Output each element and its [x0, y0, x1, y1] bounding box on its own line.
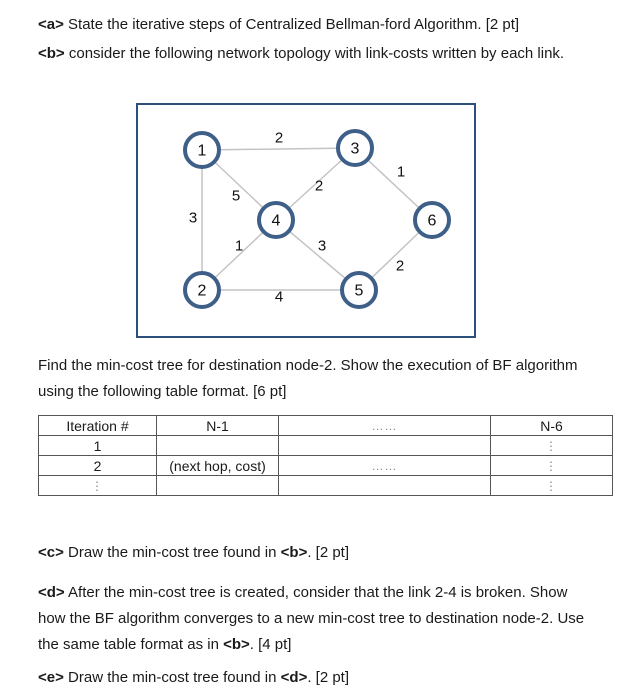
node-2 [185, 273, 219, 307]
table-row [39, 476, 613, 496]
table-cell [279, 476, 491, 496]
table-cell: (next hop, cost) [157, 456, 279, 476]
question-a-text: State the iterative steps of Centralized Bellman-ford Algorithm. [2 pt] [63, 16, 520, 33]
question-e-suffix: . [2 pt] [307, 669, 350, 686]
network-graph [138, 105, 474, 336]
node-label-2: 2 [197, 282, 207, 300]
question-a-tag: <a> [38, 16, 64, 33]
header-ellipsis: …… [279, 416, 491, 436]
node-1 [185, 133, 219, 167]
node-label-1: 1 [197, 142, 207, 160]
node-label-4: 4 [271, 212, 281, 230]
question-b-tag: <b> [38, 45, 65, 62]
header-iteration: Iteration # [39, 416, 157, 436]
question-c [38, 540, 598, 566]
table-cell: 1 [39, 436, 157, 456]
question-e-ref: <d> [280, 669, 308, 686]
question-c-suffix: . [2 pt] [307, 544, 350, 561]
question-a [38, 12, 598, 38]
edge-1-3 [202, 148, 355, 150]
table-cell [157, 476, 279, 496]
question-c-text: Draw the min-cost tree found in [63, 544, 281, 561]
node-5 [342, 273, 376, 307]
table-cell: …… [279, 456, 491, 476]
table-cell: 2 [39, 456, 157, 476]
question-d-suffix: . [4 pt] [249, 636, 292, 653]
header-n1: N-1 [157, 416, 279, 436]
node-label-5: 5 [354, 282, 364, 300]
question-c-ref: <b> [280, 544, 308, 561]
bf-execution-table [38, 415, 613, 496]
table-cell: ⋮ [491, 436, 613, 456]
question-b-text: consider the following network topology with link-costs written by each link. [64, 45, 565, 62]
node-4 [259, 203, 293, 237]
question-c-tag: <c> [38, 544, 64, 561]
edge-cost-4-5: 3 [317, 237, 327, 255]
node-3 [338, 131, 372, 165]
table-row [39, 436, 613, 456]
edge-cost-5-6: 2 [395, 257, 405, 275]
edge-cost-1-2: 3 [188, 209, 198, 227]
table-cell [157, 436, 279, 456]
node-label-3: 3 [350, 140, 360, 158]
edge-cost-1-3: 2 [274, 129, 284, 147]
edge-cost-2-4: 1 [234, 237, 244, 255]
node-6 [415, 203, 449, 237]
question-d-text: After the min-cost tree is created, consider that the link 2-4 is broken. Show how the BF algorithm converges to a new min-cost tree to destination node-2. Use the same table format as in [38, 584, 585, 653]
table-cell: ⋮ [491, 476, 613, 496]
question-d-ref: <b> [223, 636, 250, 653]
question-e-text: Draw the min-cost tree found in [63, 669, 281, 686]
question-e [38, 665, 598, 691]
question-d [38, 580, 598, 658]
network-topology-figure [136, 103, 476, 338]
edge-cost-3-4: 2 [314, 177, 324, 195]
table-cell: ⋮ [491, 456, 613, 476]
node-label-6: 6 [427, 212, 437, 230]
question-d-tag: <d> [38, 584, 65, 601]
table-cell [279, 436, 491, 456]
header-n6: N-6 [491, 416, 613, 436]
question-b [38, 41, 598, 67]
table-header-row [39, 416, 613, 436]
question-e-tag: <e> [38, 669, 64, 686]
edge-cost-1-4: 5 [231, 187, 241, 205]
edge-cost-2-5: 4 [274, 288, 284, 306]
edge-cost-3-6: 1 [396, 163, 406, 181]
table-cell: ⋮ [39, 476, 157, 496]
table-row [39, 456, 613, 476]
find-instruction: Find the min-cost tree for destination node-2. Show the execution of BF algorithm using the following table format. [6 pt] [38, 357, 578, 400]
